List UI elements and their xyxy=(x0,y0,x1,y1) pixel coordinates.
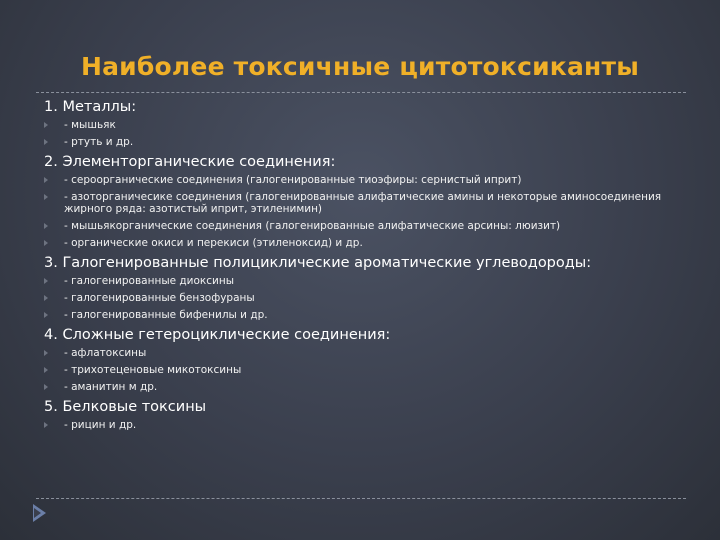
section-1 xyxy=(44,98,684,148)
section-2 xyxy=(44,153,684,249)
bullet-arrow-icon xyxy=(44,122,48,128)
list-item xyxy=(44,191,684,215)
list-item xyxy=(44,419,684,431)
section-heading: 3. Галогенированные полициклические ароматические углеводороды: xyxy=(44,255,592,271)
bullet-arrow-icon xyxy=(44,223,48,229)
bullet-arrow-icon xyxy=(44,312,48,318)
list-item-text: - трихотеценовые микотоксины xyxy=(64,364,242,376)
section-3 xyxy=(44,254,684,321)
list-item-text: - сероорганические соединения (галогенированные тиоэфиры: сернистый иприт) xyxy=(64,174,522,186)
slide-nav-arrow-icon xyxy=(33,504,46,522)
list-item xyxy=(44,381,684,393)
list-item xyxy=(44,309,684,321)
list-item-text: - галогенированные бензофураны xyxy=(64,292,255,304)
bullet-arrow-icon xyxy=(44,194,48,200)
section-heading: 2. Элементорганические соединения: xyxy=(44,154,336,170)
bullet-arrow-icon xyxy=(44,139,48,145)
bullet-arrow-icon xyxy=(44,295,48,301)
list-item-text: - азоторганичесике соединения (галогенированные алифатические амины и некоторые аминосоединения жирного ряда: азотистый иприт, этиленимин) xyxy=(64,191,662,215)
list-item-text: - мышьякорганические соединения (галогенированные алифатические арсины: люизит) xyxy=(64,220,561,232)
section-heading: 1. Металлы: xyxy=(44,99,137,115)
list-item xyxy=(44,364,684,376)
slide-title: Наиболее токсичные цитотоксиканты xyxy=(80,52,640,81)
list-item xyxy=(44,237,684,249)
list-item-text: - афлатоксины xyxy=(64,347,147,359)
list-item-text: - аманитин м др. xyxy=(64,381,158,393)
bullet-arrow-icon xyxy=(44,367,48,373)
list-item xyxy=(44,174,684,186)
bullet-arrow-icon xyxy=(44,177,48,183)
list-item-text: - галогенированные бифенилы и др. xyxy=(64,309,268,321)
list-item-text: - ртуть и др. xyxy=(64,136,134,148)
top-divider xyxy=(36,92,686,93)
list-item xyxy=(44,220,684,232)
list-item-text: - галогенированные диоксины xyxy=(64,275,235,287)
list-item xyxy=(44,292,684,304)
bullet-arrow-icon xyxy=(44,278,48,284)
list-item-text: - рицин и др. xyxy=(64,419,137,431)
section-item-list xyxy=(44,275,684,321)
list-item xyxy=(44,275,684,287)
list-item xyxy=(44,119,684,131)
bullet-arrow-icon xyxy=(44,422,48,428)
section-item-list xyxy=(44,119,684,148)
section-4 xyxy=(44,326,684,393)
bottom-divider xyxy=(36,498,686,499)
list-item-text: - органические окиси и перекиси (этиленоксид) и др. xyxy=(64,237,363,249)
list-item xyxy=(44,347,684,359)
list-item xyxy=(44,136,684,148)
list-item-text: - мышьяк xyxy=(64,119,116,131)
section-heading: 5. Белковые токсины xyxy=(44,399,207,415)
section-item-list xyxy=(44,419,684,431)
section-item-list xyxy=(44,174,684,249)
section-5 xyxy=(44,398,684,431)
section-item-list xyxy=(44,347,684,393)
bullet-arrow-icon xyxy=(44,350,48,356)
slide-content xyxy=(44,98,684,436)
section-heading: 4. Сложные гетероциклические соединения: xyxy=(44,327,391,343)
bullet-arrow-icon xyxy=(44,240,48,246)
bullet-arrow-icon xyxy=(44,384,48,390)
